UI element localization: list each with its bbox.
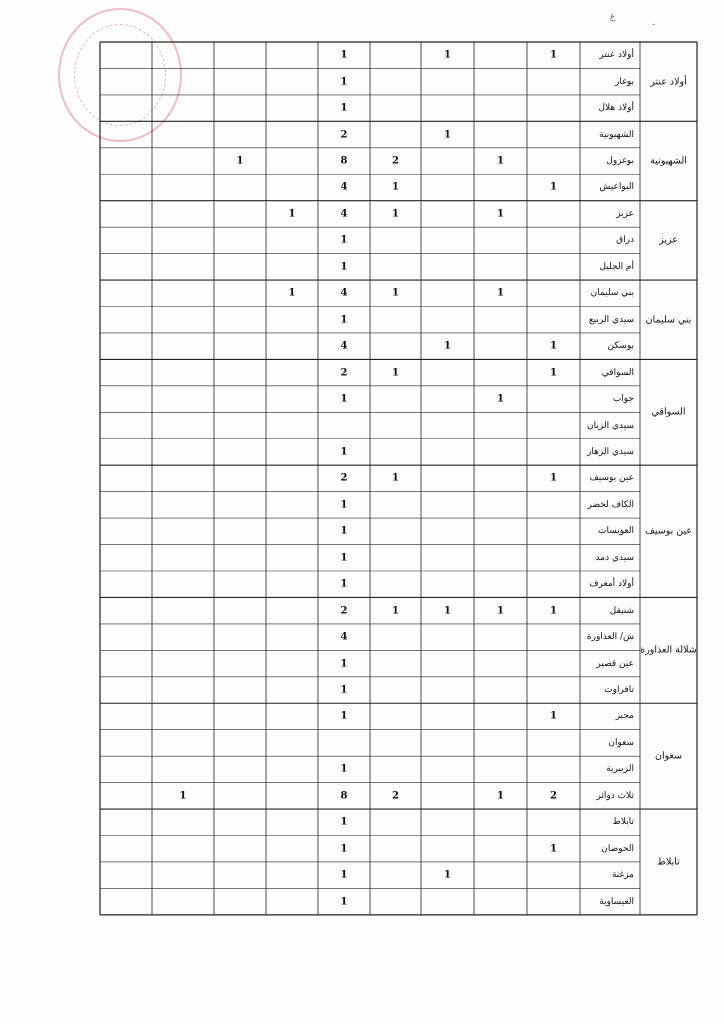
value-cell: 1	[392, 367, 399, 379]
value-cell: 1	[340, 393, 348, 405]
village-name: الكاف لخضر	[587, 499, 634, 510]
commune-name: السواقي	[651, 406, 686, 418]
village-name: دراق	[616, 235, 634, 246]
value-cell: 1	[497, 605, 504, 617]
value-cell: 1	[550, 605, 557, 617]
value-cell: 1	[340, 102, 348, 114]
value-cell: 1	[340, 446, 348, 458]
value-cell: 2	[392, 155, 399, 167]
value-cell: 1	[444, 340, 451, 352]
value-cell: 1	[179, 790, 187, 802]
value-cell: 1	[497, 393, 504, 405]
village-name: العيساوية	[599, 896, 634, 907]
value-cell: 1	[340, 763, 348, 775]
value-cell: 1	[550, 472, 557, 484]
value-cell: 1	[444, 129, 451, 141]
village-name: أولاد أمعرف	[589, 579, 634, 590]
value-cell: 1	[550, 181, 557, 193]
village-name: سيدي الزهار	[587, 446, 634, 457]
value-cell: 2	[340, 472, 348, 484]
value-cell: 1	[340, 578, 348, 590]
value-cell: 1	[444, 869, 451, 881]
commune-name: بني سليمان	[645, 314, 692, 326]
value-cell: 1	[497, 790, 504, 802]
value-cell: 1	[288, 287, 296, 299]
village-name: بوغزول	[606, 156, 634, 167]
value-cell: 1	[550, 49, 557, 61]
value-cell: 1	[392, 287, 399, 299]
value-cell: 1	[550, 710, 557, 722]
village-name: سيدي الربيع	[588, 314, 634, 325]
value-cell: 1	[550, 367, 557, 379]
village-name: الشهبونية	[599, 129, 634, 140]
village-name: سيدي الزيان	[587, 420, 634, 431]
value-cell: 2	[340, 605, 348, 617]
village-name: أولاد هلال	[598, 103, 634, 114]
value-cell: 1	[550, 340, 557, 352]
village-name: ش/ العذاورة	[586, 632, 634, 643]
village-name: سغوان	[608, 737, 634, 748]
village-name: عين قصير	[596, 658, 634, 669]
village-name: تابلاط	[612, 817, 634, 828]
commune-name: عين بوسيف	[645, 525, 692, 537]
value-cell: 4	[340, 208, 348, 220]
header-mark: -	[652, 20, 656, 30]
village-name: جواب	[612, 394, 634, 405]
value-cell: 1	[392, 605, 399, 617]
value-cell: 8	[340, 155, 348, 167]
value-cell: 1	[340, 896, 348, 908]
value-cell: 1	[392, 472, 399, 484]
value-cell: 1	[497, 287, 504, 299]
village-name: سيدي دمد	[595, 552, 634, 563]
village-name: بني سليمان	[590, 288, 634, 299]
value-cell: 1	[340, 710, 348, 722]
value-cell: 2	[392, 790, 399, 802]
commune-name: سغوان	[654, 750, 683, 762]
value-cell: 1	[392, 208, 399, 220]
village-name: عزيز	[616, 208, 634, 219]
village-name: ثلاث دوائر	[596, 790, 634, 801]
village-name: الحوضان	[601, 843, 634, 854]
value-cell: 4	[340, 340, 348, 352]
value-cell: 1	[288, 208, 296, 220]
value-cell: 1	[340, 843, 348, 855]
value-cell: 4	[340, 287, 348, 299]
value-cell: 1	[340, 49, 348, 61]
value-cell: 4	[340, 631, 348, 643]
value-cell: 1	[340, 869, 348, 881]
value-cell: 2	[340, 129, 348, 141]
commune-name: عزيز	[659, 234, 678, 246]
value-cell: 1	[340, 314, 348, 326]
value-cell: 1	[340, 658, 348, 670]
value-cell: 1	[340, 552, 348, 564]
value-cell: 1	[497, 155, 504, 167]
village-name: البواعيش	[599, 182, 634, 193]
village-name: بوسكن	[607, 341, 634, 352]
value-cell: 4	[340, 181, 348, 193]
value-cell: 1	[550, 843, 557, 855]
value-cell: 1	[340, 76, 348, 88]
village-name: شنيقل	[609, 605, 634, 616]
value-cell: 1	[444, 49, 451, 61]
header-mark: ع	[610, 12, 616, 22]
value-cell: 2	[550, 790, 557, 802]
village-name: أم الجليل	[599, 261, 634, 272]
value-cell: 1	[444, 605, 451, 617]
village-name: العويسات	[598, 526, 634, 537]
value-cell: 1	[340, 525, 348, 537]
village-name: مجبر	[615, 711, 634, 722]
commune-name: الشهبونية	[650, 155, 687, 167]
village-name: أولاد عنتر	[599, 50, 634, 61]
value-cell: 1	[340, 684, 348, 696]
value-cell: 2	[340, 367, 348, 379]
value-cell: 1	[340, 499, 348, 511]
village-name: بوغار	[615, 76, 634, 87]
value-cell: 1	[497, 208, 504, 220]
village-name: تافراوت	[604, 685, 634, 696]
value-cell: 1	[392, 181, 399, 193]
value-cell: 8	[340, 790, 348, 802]
commune-name: شلالة العذاورة	[640, 644, 697, 656]
village-name: السواقي	[601, 367, 634, 378]
village-name: مزغنة	[611, 870, 634, 881]
value-cell: 1	[236, 155, 244, 167]
value-cell: 1	[340, 261, 348, 273]
commune-name: تابلاط	[657, 856, 680, 868]
value-cell: 1	[340, 234, 348, 246]
village-name: عين بوسيف	[589, 473, 634, 484]
village-name: الزبيرية	[606, 764, 634, 775]
commune-name: أولاد عنتر	[650, 76, 687, 88]
value-cell: 1	[340, 816, 348, 828]
